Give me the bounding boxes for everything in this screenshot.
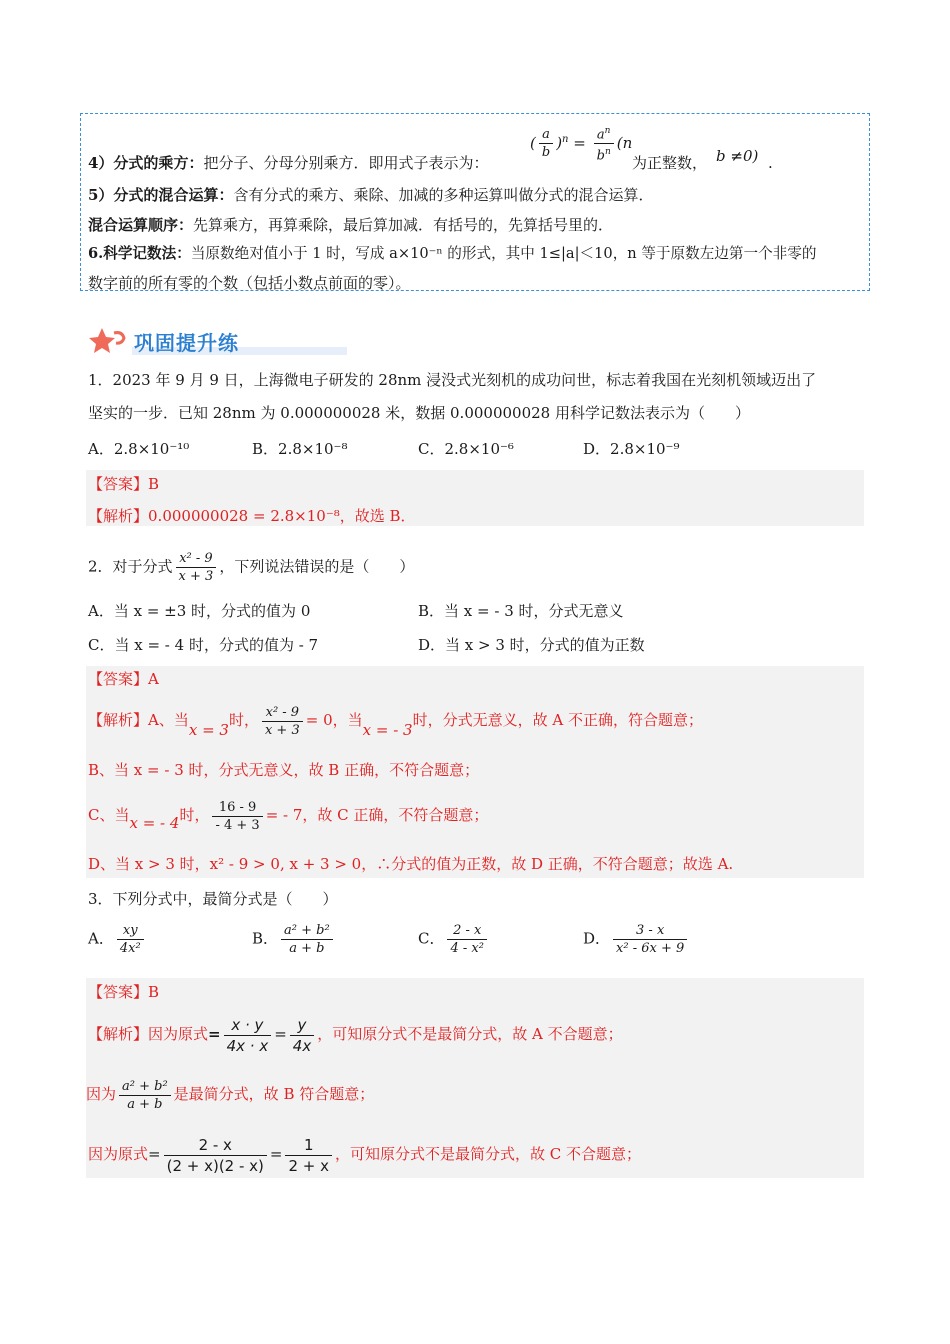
summary-l7-text: 当原数绝对值小于 1 时，写成 a×10⁻ⁿ 的形式，其中 1≤|a|＜10，n 等于原数左边第一个非零的 — [190, 245, 817, 262]
q2-exp-3: C、当x = - 4时， $\frac{16 - 9}{- 4 + 3}$ = - 7，故 C 正确，不符合题意； — [88, 799, 489, 833]
q1-answer: 【答案】B — [88, 475, 160, 493]
q2-stem-pre: 2．对于分式 — [88, 557, 173, 576]
q2-option-b: B．当 x = - 3 时，分式无意义 — [418, 602, 624, 620]
q2-fraction: $\frac{\text{x² - 9}}{x + 3}$ — [176, 550, 217, 585]
summary-l4-tail: 为正整数， — [632, 154, 708, 172]
summary-line-6 — [88, 214, 613, 236]
q2-answer: 【答案】A — [88, 670, 159, 688]
q1-exp-label: 【解析】 — [88, 507, 149, 525]
q1-explanation — [88, 505, 416, 527]
summary-l5-text: 含有分式的乘方、乘除、加减的多种运算叫做分式的混合运算． — [233, 186, 654, 204]
q1-stem-line2: 坚实的一步．已知 28nm 为 0.000000028 米，数据 0.000000028 用科学记数法表示为（ ） — [88, 404, 750, 422]
summary-line-4-text — [88, 152, 488, 174]
q1-stem-line1: 1．2023 年 9 月 9 日，上海微电子研发的 28nm 浸没式光刻机的成功问世，标志着我国在光刻机领域迈出了 — [88, 371, 817, 389]
q3-exp-1: 【解析】因为原式= $\frac{x \cdot y}{4x \cdot x}$ = $\frac{y}{4x}$ ，可知原分式不是最简分式，故 A 不合题意； — [88, 1015, 623, 1055]
summary-l6-text: 先算乘方，再算乘除，最后算加减．有括号的，先算括号里的． — [193, 216, 614, 234]
q3-stem: 3．下列分式中，最简分式是（ ） — [88, 890, 338, 908]
q1-option-b: B．2.8×10⁻⁸ — [252, 440, 348, 458]
q2-exp-1: 【解析】A、当x = 3时， $\frac{\text{x² - 9}}{x + 3}$ = 0，当x = - 3时，分式无意义，故 A 不正确，符合题意； — [88, 704, 703, 739]
summary-l7-title: 6.科学记数法： — [88, 245, 191, 262]
q1-option-a: A．2.8×10⁻¹⁰ — [88, 440, 190, 458]
q2-option-c: C．当 x = - 4 时，分式的值为 - 7 — [88, 636, 319, 654]
summary-line-7 — [88, 243, 816, 265]
q3-option-c: C． $\frac{2 - x}{\text{4 - x²}}$ — [418, 922, 490, 957]
q2-exp-2: B、当 x = - 3 时，分式无意义，故 B 正确，不符合题意； — [88, 761, 480, 779]
star-icon — [88, 327, 128, 355]
q1-option-d: D．2.8×10⁻⁹ — [583, 440, 680, 458]
q1-option-c: C．2.8×10⁻⁶ — [418, 440, 514, 458]
q3-answer: 【答案】B — [88, 983, 160, 1001]
q2-stem-post: ，下列说法错误的是（ ） — [219, 557, 415, 576]
summary-l4-end: . — [768, 154, 773, 172]
summary-line-8: 数字前的所有零的个数（包括小数点前面的零）。 — [88, 274, 411, 292]
section-title: 巩固提升练 — [134, 331, 239, 355]
q3-option-b: B． $\frac{\text{a² + b²}}{a + b}$ — [252, 922, 336, 957]
summary-line-5 — [88, 184, 653, 206]
summary-l4-cond: b ≠0) — [716, 147, 759, 165]
power-formula: ( $\frac{a}{b}$ )$^n$ = $\frac{a^n}{b^n}$ (n — [530, 123, 632, 165]
q1-exp-text: 0.000000028 = 2.8×10⁻⁸，故选 B． — [148, 507, 416, 525]
summary-l5-title: 5）分式的混合运算： — [88, 186, 234, 204]
q3-exp-3: 因为原式= $\frac{2 - x}{(2 + x)(2 - x)}$ = $\frac{1}{2 + x}$ ，可知原分式不是最简分式，故 C 不合题意； — [88, 1135, 642, 1175]
q2-exp-4: D、当 x > 3 时，x² - 9 > 0, x + 3 > 0，∴分式的值为正数，故 D 正确，不符合题意；故选 A. — [88, 855, 734, 873]
summary-l6-title: 混合运算顺序： — [88, 216, 194, 234]
q2-stem — [88, 550, 414, 585]
summary-l4-text: 把分子、分母分别乘方．即用式子表示为： — [203, 154, 489, 172]
q2-option-a: A．当 x = ±3 时，分式的值为 0 — [88, 602, 311, 620]
q2-option-d: D．当 x > 3 时，分式的值为正数 — [418, 636, 645, 654]
summary-l4-title: 4）分式的乘方： — [88, 154, 204, 172]
q3-exp-2: 因为 $\frac{\text{a² + b²}}{a + b}$ 是最简分式，故 B 符合题意； — [86, 1078, 375, 1112]
q3-option-d: D． $\frac{3 - x}{\text{x² - 6x + 9}}$ — [583, 922, 690, 957]
q3-option-a: A． $\frac{xy}{\text{4x²}}$ — [88, 922, 147, 957]
